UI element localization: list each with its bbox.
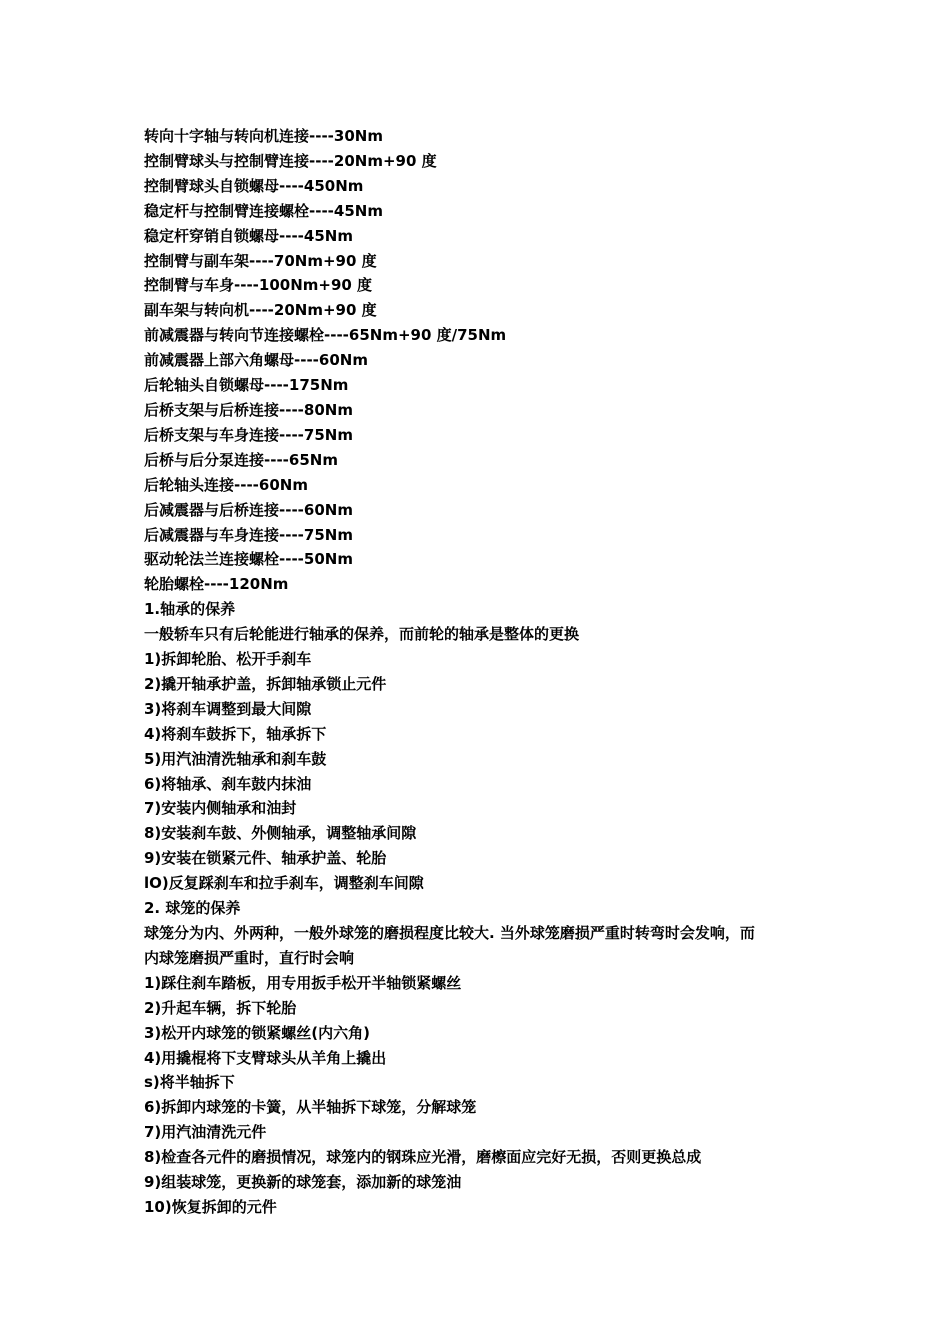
text-line: 轮胎螺栓----120Nm — [144, 575, 289, 594]
document-body — [144, 124, 814, 1220]
text-line: 后桥与后分泵连接----65Nm — [144, 450, 338, 469]
text-line: 后桥支架与后桥连接----80Nm — [144, 400, 353, 419]
text-line: 控制臂与副车架----70Nm+90 度 — [144, 251, 377, 270]
text-line: 后减震器与后桥连接----60Nm — [144, 500, 353, 519]
step-item: 7)安装内侧轴承和油封 — [144, 799, 297, 818]
text-line: 前减震器上部六角螺母----60Nm — [144, 351, 368, 370]
text-line: 后轮轴头连接----60Nm — [144, 475, 308, 494]
text-line: 副车架与转向机----20Nm+90 度 — [144, 301, 377, 320]
text-line: 控制臂球头与控制臂连接----20Nm+90 度 — [144, 151, 437, 170]
step-item: 3)松开内球笼的锁紧螺丝(内六角) — [144, 1023, 371, 1042]
text-line: 控制臂与车身----100Nm+90 度 — [144, 276, 373, 295]
step-item: 4)用撬棍将下支臂球头从羊角上撬出 — [144, 1048, 387, 1067]
step-item: s)将半轴拆下 — [144, 1073, 235, 1092]
text-line: 转向十字轴与转向机连接----30Nm — [144, 127, 383, 145]
step-item: 9)安装在锁紧元件、轴承护盖、轮胎 — [144, 849, 387, 868]
step-item: 4)将刹车鼓拆下，轴承拆下 — [144, 724, 327, 743]
text-line: 稳定杆穿销自锁螺母----45Nm — [144, 226, 353, 245]
text-line: 控制臂球头自锁螺母----450Nm — [144, 176, 364, 195]
step-item: 2)撬开轴承护盖，拆卸轴承锁止元件 — [144, 674, 387, 693]
text-line: 前减震器与转向节连接螺栓----65Nm+90 度/75Nm — [144, 326, 507, 345]
step-item: 1)踩住刹车踏板，用专用扳手松开半轴锁紧螺丝 — [144, 973, 462, 992]
step-item: 6)拆卸内球笼的卡簧，从半轴拆下球笼，分解球笼 — [144, 1098, 477, 1117]
text-line: 后轮轴头自锁螺母----175Nm — [144, 376, 349, 395]
text-line: 后减震器与车身连接----75Nm — [144, 525, 353, 544]
text-line: 内球笼磨损严重时，直行时会响 — [144, 948, 355, 967]
text-line: 后桥支架与车身连接----75Nm — [144, 425, 353, 444]
text-line: 球笼分为内、外两种，一般外球笼的磨损程度比较大. 当外球笼磨损严重时转弯时会发响，而 — [144, 924, 755, 942]
step-item: 5)用汽油清洗轴承和刹车鼓 — [144, 749, 327, 768]
step-item: 8)检查各元件的磨损情况，球笼内的钢珠应光滑，磨檫面应完好无损，否则更换总成 — [144, 1148, 702, 1167]
step-item: 8)安装刹车鼓、外侧轴承，调整轴承间隙 — [144, 824, 417, 843]
text-line: 驱动轮法兰连接螺栓----50Nm — [144, 550, 353, 569]
step-item: 3)将刹车调整到最大间隙 — [144, 699, 312, 718]
text-line: 稳定杆与控制臂连接螺栓----45Nm — [144, 201, 383, 220]
step-item: lO)反复踩刹车和拉手刹车，调整刹车间隙 — [144, 874, 424, 893]
section-heading: 1.轴承的保养 — [144, 600, 236, 619]
text-line: 一般轿车只有后轮能进行轴承的保养，而前轮的轴承是整体的更换 — [144, 625, 580, 644]
step-item: 1)拆卸轮胎、松开手刹车 — [144, 650, 312, 669]
step-item: 7)用汽油清洗元件 — [144, 1123, 267, 1142]
step-item: 9)组装球笼，更换新的球笼套，添加新的球笼油 — [144, 1173, 462, 1192]
section-heading: 2. 球笼的保养 — [144, 899, 241, 918]
step-item: 10)恢复拆卸的元件 — [144, 1197, 277, 1216]
step-item: 6)将轴承、刹车鼓内抹油 — [144, 774, 312, 793]
step-item: 2)升起车辆，拆下轮胎 — [144, 998, 297, 1017]
